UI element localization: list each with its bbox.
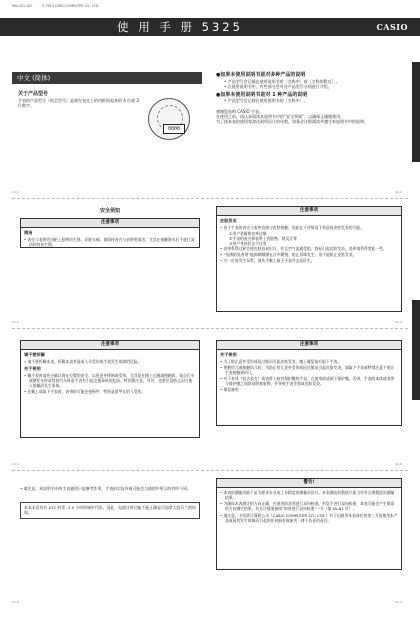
warning-box — [216, 478, 402, 570]
list-item: ①用户金属和皮革过敏 — [229, 230, 267, 236]
page-number: Ck-3 — [395, 320, 402, 324]
box-subtitle: 关于使用 — [220, 352, 237, 358]
page-intro — [216, 72, 412, 192]
illustration-note: • 请注意，本说明书中的手表插图只起参考作用，手表的实际外观可能会与插图中所示的有所不同。 — [20, 486, 191, 491]
list-item: • 产品型号会记载在使用说明书的［名称中］或［名称的附近］。 — [224, 78, 340, 84]
side-tab — [412, 300, 420, 400]
list-item: • 由于手表的表壳与表带直接与皮肤接触，因此在下述情况下有造成皮肤发炎的可能。 — [220, 224, 364, 230]
intro-paragraph: 感谢您选购 CASIO 手表。 — [216, 108, 263, 114]
list-item: • 表壳与表带会因粘上脏物而生锈、弄脏衣袖。请保持表壳与表带的清洁，尤其在接触海水后不进行清洁则容易生锈。 — [24, 236, 195, 247]
page-number: Ck-1 — [12, 190, 19, 194]
page-number: Ck-6 — [12, 600, 19, 604]
manual-title: 使 用 手 册 5325 — [117, 20, 243, 34]
page-number: Ck-4 — [12, 462, 19, 466]
product-number-text: 手表的产品型号（机芯型号）是刻在表壳上的用框围起来的 4 位或 3 位数字。 — [18, 98, 139, 109]
list-item: • 为确保本表测定的方向正确，在使用前必须进行双向校准。若您不进行双向校准，本表可能会产生错误的方向测定结果。有关详情请参阅“如何进行双向校准”一节（第 Ck-61 页）。 — [220, 501, 395, 512]
list-item: • “抗菌防臭表带”能抑制细菌在汗中繁殖，防止异味发生，但不能防止皮肤发炎。 — [220, 252, 357, 258]
box-title: 警告! — [217, 479, 401, 488]
box-subtitle: 请不要拆解 — [24, 352, 45, 358]
caution-box — [20, 218, 200, 248]
list-item: • 对于本体（包含表壳）或表带上粘有保护膜的手表，在使用前请剥下保护膜。否则，手表的本体或表带与保护膜之间容易附着脏物，并导致手表生锈或皮肤发炎。 — [220, 376, 395, 387]
watch-number-box: 0000 — [163, 124, 185, 134]
list-item: • 请注意，卡西欧计算机公司（CASIO COMPUTER CO., LTD.）对于因使用本表或任何第三方因使用本产品或因其发生故障而引起的任何损害或损失一律不负任何责任。 — [220, 512, 398, 523]
document-header — [12, 4, 107, 8]
caution-box — [216, 340, 402, 426]
box-subtitle: 清洁 — [24, 230, 33, 236]
list-item: • 表带系得过紧会使皮肤容易出汗，并且空气流通受阻，容易引起皮肤发炎。表带请系得宽松一些。 — [220, 246, 387, 252]
box-subtitle: 皮肤发炎 — [220, 218, 237, 224]
product-number-heading: 关于产品型号 — [18, 91, 49, 97]
intro-paragraph: 在使用之前，请认真阅读本说明书中的“安全须知”，以确保正确地使用。 — [216, 114, 345, 120]
list-item: • 要抱幼儿或接触幼儿时，为防止幼儿意外受伤或因过敏而引起皮肤发炎，请取下手表或特别注意不要让手表接触到幼儿。 — [220, 364, 395, 375]
list-item: • 在使用说明书中，有些部分会对各产品型号分别进行介绍。 — [224, 84, 332, 90]
list-item: • 戴手表时请充分确认周在位置的安全。以免意外摔倒或受伤。尤其是在路上长跑或慢跑时、骑自行车或摩托车时或驾驶汽车时看手表有引起交通事故的危险。特别要注意，另外，也要注意防止因与他人接触而发生事故。 — [24, 372, 195, 388]
box-title: 注意事项 — [217, 207, 401, 216]
side-tab — [412, 62, 420, 162]
box-title: 注意事项 — [217, 341, 401, 350]
doc-code: MA1201-CkC — [12, 4, 33, 8]
single-product-heading: ●如果本使用说明书是对 1 种产品的说明 — [216, 91, 308, 98]
multi-product-heading: ●如果本使用说明书是对多种产品的说明 — [216, 72, 306, 78]
language-label: 中文 (简体) — [12, 72, 202, 84]
divider — [12, 328, 408, 329]
list-item: • 产品型号会记载在使用说明书的［名称中］。 — [224, 98, 308, 104]
page-product-number — [12, 72, 202, 192]
divider — [12, 198, 408, 199]
page-number: Ck-2 — [12, 320, 19, 324]
list-item: • 请不要拆解本表。拆解本表有造成人员受伤或手表发生故障的危险。 — [24, 358, 142, 364]
list-item: • 在戴上或取下手表时，表带扣可能会使指甲、特别是留甲长的人受伤。 — [24, 388, 146, 394]
list-item: ②手表的表壳和表带上有脏物、锈及汗等 — [229, 235, 297, 241]
title-bar — [0, 18, 420, 36]
list-item: ③用户身体状态不佳等 — [229, 241, 267, 247]
caution-box — [216, 206, 402, 312]
caution-box — [20, 340, 200, 438]
divider — [12, 470, 408, 471]
page-number: Ck-5 — [395, 462, 402, 466]
box-title: 注意事项 — [21, 219, 199, 228]
page-number: Ck-1 — [395, 190, 402, 194]
safety-section-title: 安全须知 — [99, 208, 120, 214]
page-number: Ck-7 — [395, 600, 402, 604]
box-subtitle: 关于使用 — [24, 365, 41, 371]
copyright: © 2013 CASIO COMPUTER CO., LTD. — [41, 4, 100, 8]
list-item: • 保留备用 — [220, 387, 239, 393]
list-item: • 万一皮肤发生异常，请从手腕上取下手表并去看医生。 — [220, 258, 315, 264]
utc-note-box: 本表未设对应 UTC 时差 -3.5 小时的城市代码，因此，电波计时功能不能正确显示加拿大纽芬兰的时间。 — [20, 502, 200, 519]
watch-back-illustration — [145, 94, 195, 150]
brand-logo: CASIO — [376, 22, 408, 32]
list-item: • 本表的测量功能不是为要求专业或工业精度的测量而设计。本表测出的数值只能当作有合理精度的测量结果。 — [220, 490, 395, 501]
list-item: • 为了防止意外受伤或因过敏而引起皮肤发炎，晚上睡觉前应取下手表。 — [220, 358, 342, 364]
intro-paragraph: 为了使本表的使用寿命达到所设计的年数，请务必详细阅读并遵守本说明书中的说明。 — [216, 119, 368, 125]
box-title: 注意事项 — [21, 341, 199, 350]
